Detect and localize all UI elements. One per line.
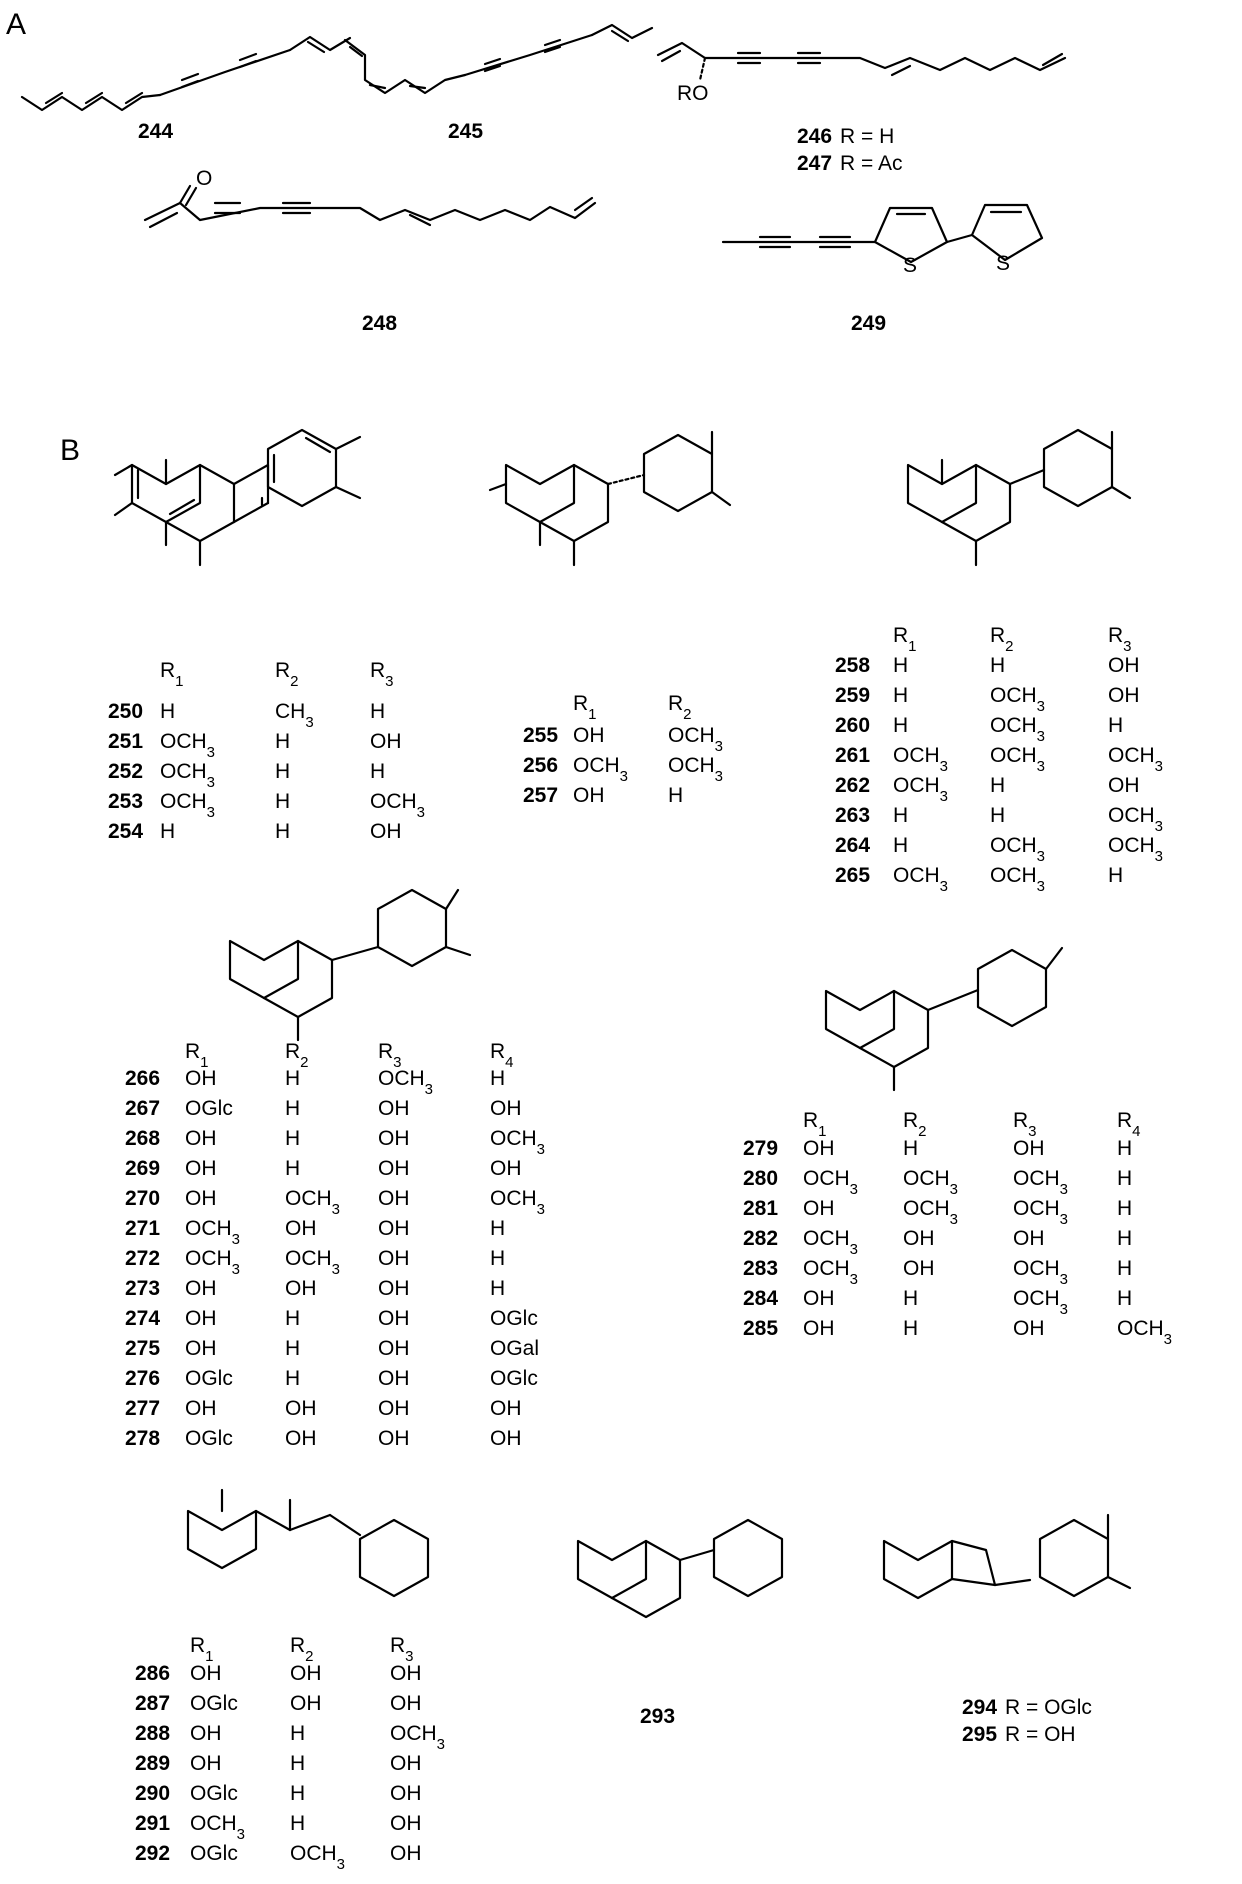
compound-279-r1: OH <box>803 1137 835 1160</box>
compound-number-270: 270 <box>125 1187 161 1210</box>
table6-header-2: $R_2$ <box>290 1634 314 1665</box>
compound-268-r3: OH <box>378 1127 410 1150</box>
label-293: 293 <box>640 1705 676 1728</box>
table6-header-1: $R_1$ <box>190 1634 214 1665</box>
compound-number-262: 262 <box>835 774 871 797</box>
compound-253-r1: $OCH_3$ <box>160 790 216 821</box>
compound-287-r2: OH <box>290 1692 322 1715</box>
compound-260-r3: H <box>1108 714 1124 737</box>
compound-277-r2: OH <box>285 1397 317 1420</box>
compound-number-286: 286 <box>135 1662 171 1685</box>
compound-265-r3: H <box>1108 864 1124 887</box>
compound-279-r4: H <box>1117 1137 1133 1160</box>
compound-285-r4: $OCH_3$ <box>1117 1317 1173 1348</box>
compound-285-r2: H <box>903 1317 919 1340</box>
flavonol-scaffold-1 <box>230 890 470 1040</box>
compound-267-r2: H <box>285 1097 301 1120</box>
compound-269-r3: OH <box>378 1157 410 1180</box>
compound-280-r4: H <box>1117 1167 1133 1190</box>
compound-272-r3: OH <box>378 1247 410 1270</box>
compound-283-r1: $OCH_3$ <box>803 1257 859 1288</box>
compound-251-r1: $OCH_3$ <box>160 730 216 761</box>
compound-251-r3: OH <box>370 730 402 753</box>
compound-number-265: 265 <box>835 864 871 887</box>
compound-290-r1: OGlc <box>190 1782 238 1805</box>
compound-270-r4: $OCH_3$ <box>490 1187 546 1218</box>
compound-286-r1: OH <box>190 1662 222 1685</box>
compound-282-r1: $OCH_3$ <box>803 1227 859 1258</box>
compound-253-r2: H <box>275 790 291 813</box>
compound-number-282: 282 <box>743 1227 779 1250</box>
compound-289-r2: H <box>290 1752 306 1775</box>
compound-256-r2: $OCH_3$ <box>668 754 724 785</box>
compound-number-278: 278 <box>125 1427 161 1450</box>
compound-number-288: 288 <box>135 1722 171 1745</box>
compound-278-r3: OH <box>378 1427 410 1450</box>
compound-264-r3: $OCH_3$ <box>1108 834 1164 865</box>
compound-271-r4: H <box>490 1217 506 1240</box>
compound-272-r1: $OCH_3$ <box>185 1247 241 1278</box>
compound-260-r1: H <box>893 714 909 737</box>
label-248: 248 <box>362 312 398 335</box>
compound-number-257: 257 <box>523 784 559 807</box>
compound-281-r2: $OCH_3$ <box>903 1197 959 1228</box>
thiophene-s-1: S <box>903 254 918 277</box>
compound-number-251: 251 <box>108 730 144 753</box>
compound-289-r3: OH <box>390 1752 422 1775</box>
compound-282-r2: OH <box>903 1227 935 1250</box>
compound-number-250: 250 <box>108 700 144 723</box>
compound-279-r2: H <box>903 1137 919 1160</box>
compound-292-r3: OH <box>390 1842 422 1865</box>
structure-244 <box>22 37 350 110</box>
compound-275-r3: OH <box>378 1337 410 1360</box>
compound-291-r2: H <box>290 1812 306 1835</box>
compound-271-r2: OH <box>285 1217 317 1240</box>
compound-252-r1: $OCH_3$ <box>160 760 216 791</box>
compound-number-291: 291 <box>135 1812 171 1835</box>
compound-274-r4: OGlc <box>490 1307 538 1330</box>
compound-285-r1: OH <box>803 1317 835 1340</box>
compound-259-r1: H <box>893 684 909 707</box>
compound-284-r3: $OCH_3$ <box>1013 1287 1069 1318</box>
compound-263-r2: H <box>990 804 1006 827</box>
compound-number-292: 292 <box>135 1842 171 1865</box>
label-246-r: R = H <box>840 125 895 148</box>
compound-262-r3: OH <box>1108 774 1140 797</box>
compound-279-r3: OH <box>1013 1137 1045 1160</box>
compound-276-r4: OGlc <box>490 1367 538 1390</box>
compound-289-r1: OH <box>190 1752 222 1775</box>
compound-287-r3: OH <box>390 1692 422 1715</box>
compound-259-r3: OH <box>1108 684 1140 707</box>
compound-282-r4: H <box>1117 1227 1133 1250</box>
compound-276-r2: H <box>285 1367 301 1390</box>
table5-header-2: $R_2$ <box>903 1109 927 1140</box>
flavanone-scaffold <box>490 432 730 565</box>
compound-270-r1: OH <box>185 1187 217 1210</box>
compound-252-r3: H <box>370 760 386 783</box>
compound-266-r2: H <box>285 1067 301 1090</box>
label-294: 294 <box>962 1696 998 1719</box>
label-295: 295 <box>962 1723 998 1746</box>
compound-274-r1: OH <box>185 1307 217 1330</box>
table1-header-2: $R_2$ <box>275 659 299 690</box>
compound-number-266: 266 <box>125 1067 161 1090</box>
compound-257-r1: OH <box>573 784 605 807</box>
compound-277-r4: OH <box>490 1397 522 1420</box>
compound-number-281: 281 <box>743 1197 779 1220</box>
compound-251-r2: H <box>275 730 291 753</box>
compound-290-r2: H <box>290 1782 306 1805</box>
compound-255-r1: OH <box>573 724 605 747</box>
compound-number-263: 263 <box>835 804 871 827</box>
table1-header-3: $R_3$ <box>370 659 394 690</box>
compound-number-254: 254 <box>108 820 144 843</box>
compound-273-r4: H <box>490 1277 506 1300</box>
panel-label-b: B <box>60 434 81 467</box>
table3-header-1: $R_1$ <box>893 624 917 655</box>
table4-header-1: $R_1$ <box>185 1040 209 1071</box>
compound-278-r4: OH <box>490 1427 522 1450</box>
compound-281-r1: OH <box>803 1197 835 1220</box>
label-295-r: R = OH <box>1005 1723 1076 1746</box>
label-244: 244 <box>138 120 174 143</box>
compound-264-r1: H <box>893 834 909 857</box>
compound-253-r3: $OCH_3$ <box>370 790 426 821</box>
compound-number-269: 269 <box>125 1157 161 1180</box>
flavan-293-scaffold <box>578 1520 782 1617</box>
compound-266-r4: H <box>490 1067 506 1090</box>
label-247: 247 <box>797 152 833 175</box>
compound-266-r1: OH <box>185 1067 217 1090</box>
table2-header-2: $R_2$ <box>668 692 692 723</box>
table5-header-3: $R_3$ <box>1013 1109 1037 1140</box>
compound-number-283: 283 <box>743 1257 779 1280</box>
compound-270-r2: $OCH_3$ <box>285 1187 341 1218</box>
compound-275-r4: OGal <box>490 1337 540 1360</box>
compound-292-r1: OGlc <box>190 1842 238 1865</box>
compound-252-r2: H <box>275 760 291 783</box>
compound-number-252: 252 <box>108 760 144 783</box>
compound-281-r3: $OCH_3$ <box>1013 1197 1069 1228</box>
table2-header-1: $R_1$ <box>573 692 597 723</box>
compound-291-r1: $OCH_3$ <box>190 1812 246 1843</box>
compound-260-r2: $OCH_3$ <box>990 714 1046 745</box>
table4-header-4: $R_4$ <box>490 1040 514 1071</box>
compound-290-r3: OH <box>390 1782 422 1805</box>
compound-269-r2: H <box>285 1157 301 1180</box>
panel-label-a: A <box>6 8 27 41</box>
compound-number-276: 276 <box>125 1367 161 1390</box>
compound-262-r1: $OCH_3$ <box>893 774 949 805</box>
compound-257-r2: H <box>668 784 684 807</box>
compound-284-r4: H <box>1117 1287 1133 1310</box>
compound-number-290: 290 <box>135 1782 171 1805</box>
compound-280-r2: $OCH_3$ <box>903 1167 959 1198</box>
compound-number-279: 279 <box>743 1137 779 1160</box>
flavonol-scaffold-2 <box>826 948 1062 1090</box>
compound-278-r2: OH <box>285 1427 317 1450</box>
compound-269-r1: OH <box>185 1157 217 1180</box>
compound-267-r1: OGlc <box>185 1097 233 1120</box>
compound-274-r3: OH <box>378 1307 410 1330</box>
compound-number-273: 273 <box>125 1277 161 1300</box>
compound-288-r1: OH <box>190 1722 222 1745</box>
compound-number-272: 272 <box>125 1247 161 1270</box>
ro-label: RO <box>677 82 709 105</box>
compound-286-r3: OH <box>390 1662 422 1685</box>
table3-header-2: $R_2$ <box>990 624 1014 655</box>
compound-258-r1: H <box>893 654 909 677</box>
compound-267-r3: OH <box>378 1097 410 1120</box>
compound-number-253: 253 <box>108 790 144 813</box>
compound-number-267: 267 <box>125 1097 161 1120</box>
substituent-tables <box>108 624 1172 1873</box>
compound-276-r3: OH <box>378 1367 410 1390</box>
compound-284-r1: OH <box>803 1287 835 1310</box>
compound-274-r2: H <box>285 1307 301 1330</box>
compound-280-r3: $OCH_3$ <box>1013 1167 1069 1198</box>
label-245: 245 <box>448 120 484 143</box>
compound-291-r3: OH <box>390 1812 422 1835</box>
compound-258-r3: OH <box>1108 654 1140 677</box>
compound-273-r1: OH <box>185 1277 217 1300</box>
compound-273-r2: OH <box>285 1277 317 1300</box>
compound-268-r4: $OCH_3$ <box>490 1127 546 1158</box>
compound-number-261: 261 <box>835 744 871 767</box>
compound-286-r2: OH <box>290 1662 322 1685</box>
compound-285-r3: OH <box>1013 1317 1045 1340</box>
compound-259-r2: $OCH_3$ <box>990 684 1046 715</box>
compound-266-r3: $OCH_3$ <box>378 1067 434 1098</box>
flavone-scaffold-1 <box>115 430 360 565</box>
aurone-scaffold <box>884 1515 1130 1598</box>
thiophene-s-2: S <box>996 252 1011 275</box>
compound-272-r4: H <box>490 1247 506 1270</box>
compound-281-r4: H <box>1117 1197 1133 1220</box>
compound-256-r1: $OCH_3$ <box>573 754 629 785</box>
compound-288-r2: H <box>290 1722 306 1745</box>
compound-number-256: 256 <box>523 754 559 777</box>
compound-255-r2: $OCH_3$ <box>668 724 724 755</box>
compound-276-r1: OGlc <box>185 1367 233 1390</box>
compound-261-r3: $OCH_3$ <box>1108 744 1164 775</box>
compound-275-r2: H <box>285 1337 301 1360</box>
compound-282-r3: OH <box>1013 1227 1045 1250</box>
compound-number-284: 284 <box>743 1287 779 1310</box>
compound-292-r2: $OCH_3$ <box>290 1842 346 1873</box>
table4-header-2: $R_2$ <box>285 1040 309 1071</box>
compound-283-r3: $OCH_3$ <box>1013 1257 1069 1288</box>
compound-number-289: 289 <box>135 1752 171 1775</box>
compound-254-r1: H <box>160 820 176 843</box>
compound-number-260: 260 <box>835 714 871 737</box>
compound-269-r4: OH <box>490 1157 522 1180</box>
compound-250-r1: H <box>160 700 176 723</box>
compound-284-r2: H <box>903 1287 919 1310</box>
label-247-r: R = Ac <box>840 152 903 175</box>
label-246: 246 <box>797 125 833 148</box>
compound-270-r3: OH <box>378 1187 410 1210</box>
compound-261-r1: $OCH_3$ <box>893 744 949 775</box>
compound-number-277: 277 <box>125 1397 161 1420</box>
ketone-o-label: O <box>196 167 213 190</box>
compound-number-285: 285 <box>743 1317 779 1340</box>
table5-header-1: $R_1$ <box>803 1109 827 1140</box>
table3-header-3: $R_3$ <box>1108 624 1132 655</box>
compound-number-275: 275 <box>125 1337 161 1360</box>
chalcone-scaffold <box>188 1490 428 1596</box>
label-249: 249 <box>851 312 887 335</box>
compound-263-r3: $OCH_3$ <box>1108 804 1164 835</box>
compound-number-268: 268 <box>125 1127 161 1150</box>
compound-273-r3: OH <box>378 1277 410 1300</box>
compound-number-271: 271 <box>125 1217 161 1240</box>
structure-249 <box>723 205 1042 262</box>
compound-265-r1: $OCH_3$ <box>893 864 949 895</box>
structure-245 <box>345 25 652 93</box>
compound-287-r1: OGlc <box>190 1692 238 1715</box>
flavone-scaffold-2 <box>908 430 1130 565</box>
compound-264-r2: $OCH_3$ <box>990 834 1046 865</box>
compound-261-r2: $OCH_3$ <box>990 744 1046 775</box>
compound-254-r2: H <box>275 820 291 843</box>
compound-280-r1: $OCH_3$ <box>803 1167 859 1198</box>
compound-number-274: 274 <box>125 1307 161 1330</box>
compound-number-255: 255 <box>523 724 559 747</box>
compound-267-r4: OH <box>490 1097 522 1120</box>
compound-250-r2: $CH_3$ <box>275 700 314 731</box>
compound-268-r2: H <box>285 1127 301 1150</box>
compound-number-280: 280 <box>743 1167 779 1190</box>
compound-number-264: 264 <box>835 834 871 857</box>
compound-250-r3: H <box>370 700 386 723</box>
table5-header-4: $R_4$ <box>1117 1109 1141 1140</box>
structure-248 <box>145 186 595 227</box>
compound-258-r2: H <box>990 654 1006 677</box>
compound-268-r1: OH <box>185 1127 217 1150</box>
compound-277-r3: OH <box>378 1397 410 1420</box>
table4-header-3: $R_3$ <box>378 1040 402 1071</box>
compound-275-r1: OH <box>185 1337 217 1360</box>
compound-278-r1: OGlc <box>185 1427 233 1450</box>
compound-271-r1: $OCH_3$ <box>185 1217 241 1248</box>
table1-header-1: $R_1$ <box>160 659 184 690</box>
compound-262-r2: H <box>990 774 1006 797</box>
compound-265-r2: $OCH_3$ <box>990 864 1046 895</box>
compound-272-r2: $OCH_3$ <box>285 1247 341 1278</box>
compound-277-r1: OH <box>185 1397 217 1420</box>
compound-263-r1: H <box>893 804 909 827</box>
compound-283-r2: OH <box>903 1257 935 1280</box>
compound-number-287: 287 <box>135 1692 171 1715</box>
compound-254-r3: OH <box>370 820 402 843</box>
label-294-r: R = OGlc <box>1005 1696 1092 1719</box>
compound-288-r3: $OCH_3$ <box>390 1722 446 1753</box>
structure-246-247 <box>658 43 1065 80</box>
table6-header-3: $R_3$ <box>390 1634 414 1665</box>
compound-283-r4: H <box>1117 1257 1133 1280</box>
compound-271-r3: OH <box>378 1217 410 1240</box>
compound-number-259: 259 <box>835 684 871 707</box>
compound-number-258: 258 <box>835 654 871 677</box>
